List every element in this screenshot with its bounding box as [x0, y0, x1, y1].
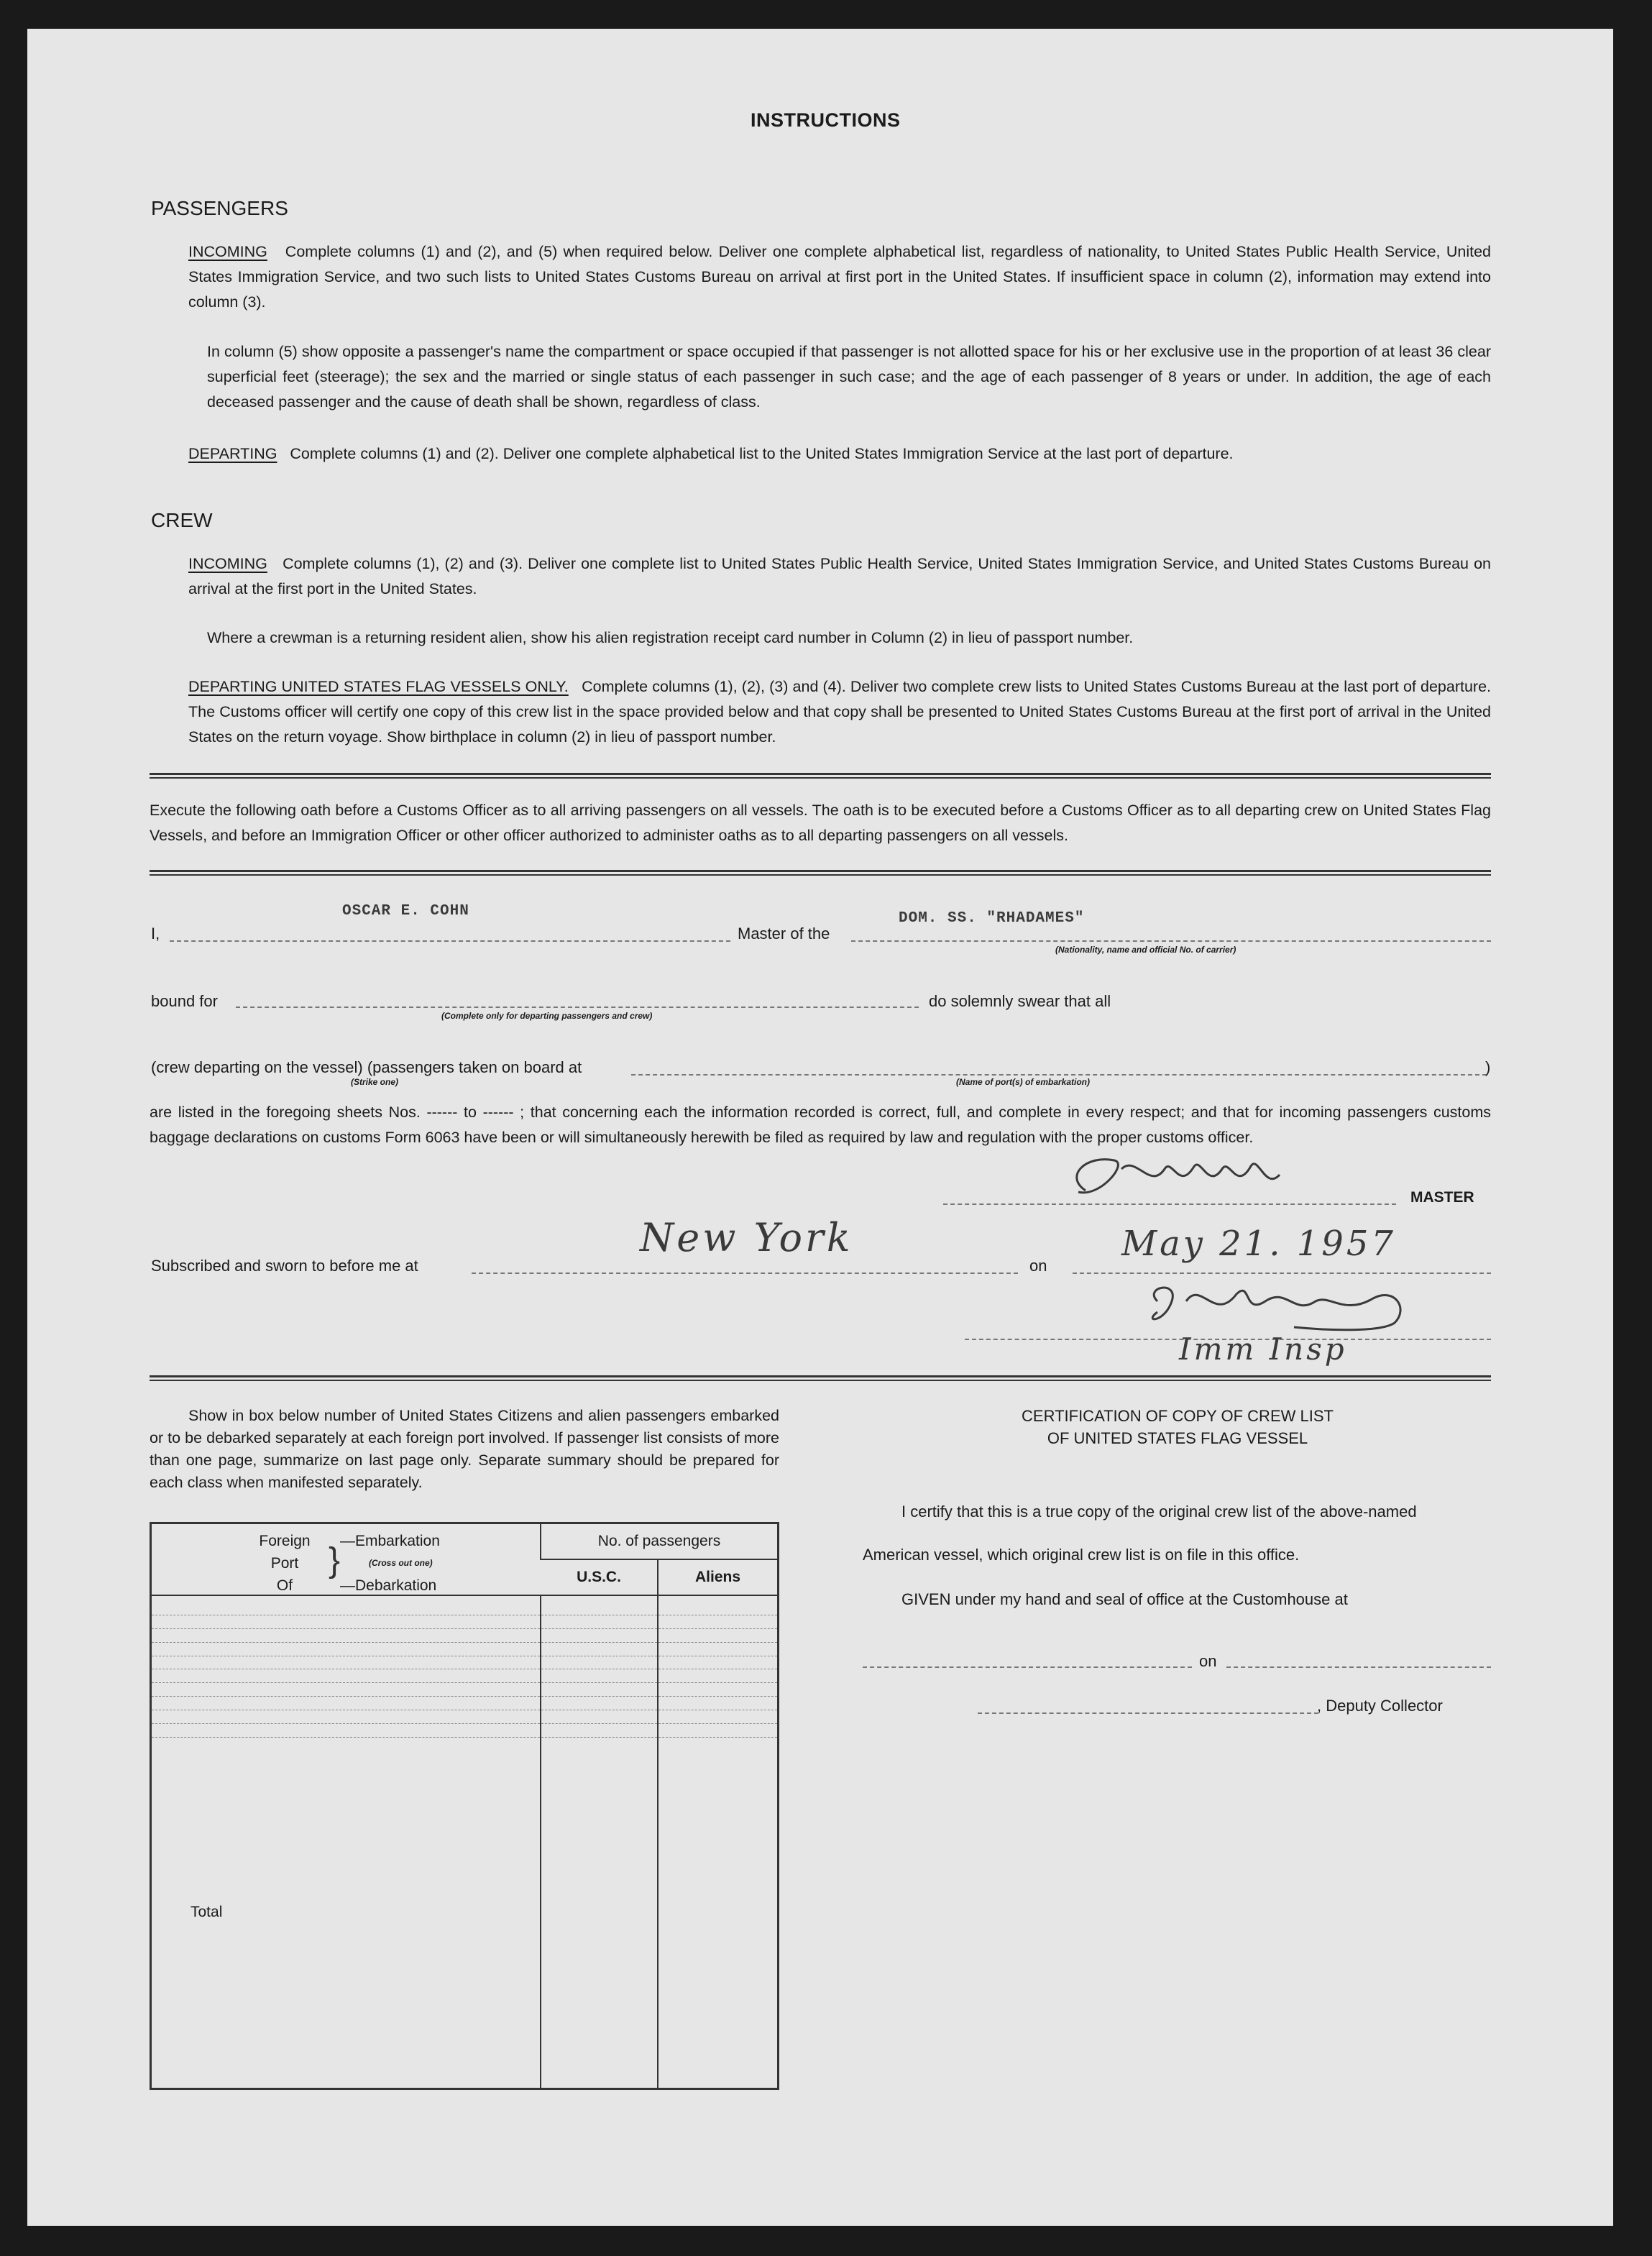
certification-date-line [1226, 1666, 1491, 1668]
debarkation-label: —Debarkation [340, 1577, 437, 1594]
table-row [151, 1683, 779, 1697]
certification-title-line2: OF UNITED STATES FLAG VESSEL [1047, 1429, 1308, 1447]
port-label: Port [270, 1555, 299, 1572]
certification-line3: GIVEN under my hand and seal of office at the Customhouse at [901, 1590, 1348, 1608]
page-title: INSTRUCTIONS [751, 109, 901, 131]
total-label: Total [151, 1737, 541, 2088]
master-of-label: Master of the [738, 925, 830, 943]
brace-glyph: } [329, 1541, 341, 1579]
oath-i-label: I, [151, 925, 160, 943]
embarkation-port-line [631, 1074, 1487, 1076]
master-label: MASTER [1410, 1189, 1474, 1206]
crew-resident-paragraph: Where a crewman is a returning resident alien, show his alien registration receipt card number in Column (2) in lieu of passport number. [207, 629, 1134, 646]
vessel-value: DOM. SS. "RHADAMES" [899, 910, 1085, 927]
table-row [151, 1629, 779, 1643]
divider [150, 773, 1491, 779]
aliens-header: Aliens [658, 1559, 779, 1595]
customhouse-line [863, 1666, 1192, 1668]
crew-incoming-text: Complete columns (1), (2) and (3). Deliver one complete list to United States Public Health Service, United States Immigration Service, and United States Customs Bureau on arrival at the first port in the United States. [188, 555, 1491, 597]
table-header-row [151, 1523, 779, 1559]
officer-signature [1136, 1273, 1438, 1337]
cross-out-caption: (Cross out one) [369, 1558, 433, 1568]
master-name-value: OSCAR E. COHN [342, 903, 469, 920]
crew-incoming-label: INCOMING [188, 555, 267, 572]
passengers-incoming-paragraph [188, 239, 1491, 315]
sworn-place-line [472, 1273, 1018, 1274]
deputy-collector-line [978, 1712, 1318, 1714]
summary-instructions: Show in box below number of United States Citizens and alien passengers embarked or to be debarked separately at each foreign port involved. If passenger list consists of more than one page, summarize on last page only. Separate summary should be prepared for each class when manifested separately. [150, 1407, 779, 1491]
passengers-incoming-text: Complete columns (1) and (2), and (5) when required below. Deliver one complete alphabetical list, regardless of nationality, to United States Public Health Service, United States Immigration Service, and two such lists to United States Customs Bureau on arrival at first port in the United States. If insufficient space in column (2), information may extend into column (3). [188, 243, 1491, 311]
vessel-caption: (Nationality, name and official No. of carrier) [1055, 945, 1236, 955]
certification-line1: I certify that this is a true copy of the original crew list of the above-named [901, 1503, 1417, 1521]
close-paren: ) [1485, 1058, 1491, 1076]
table-row [151, 1642, 779, 1656]
crew-departing-label: DEPARTING UNITED STATES FLAG VESSELS ONLY. [188, 678, 569, 695]
table-row [151, 1723, 779, 1737]
crew-heading: CREW [151, 509, 213, 531]
strike-caption: (Strike one) [351, 1077, 399, 1087]
certification-title [863, 1405, 1492, 1449]
table-row [151, 1697, 779, 1710]
certification-line2: American vessel, which original crew list is on file in this office. [863, 1546, 1300, 1564]
crew-departing-paragraph [188, 674, 1491, 750]
table-row [151, 1656, 779, 1669]
sworn-place-value: New York [640, 1215, 853, 1260]
passenger-summary-table [150, 1522, 779, 2090]
foreign-port-header [151, 1523, 541, 1595]
deputy-collector-label: , Deputy Collector [1317, 1697, 1443, 1715]
sworn-date-value: May 21. 1957 [1121, 1224, 1396, 1264]
embarkation-label: —Embarkation [340, 1533, 440, 1549]
no-passengers-header: No. of passengers [541, 1523, 779, 1559]
passengers-column5-paragraph: In column (5) show opposite a passenger's name the compartment or space occupied if that passenger is not allotted space for his or her exclusive use in the proportion of at least 36 clear superficial feet (steerage); the sex and the married or single status of each passenger in such case; and the age of each passenger of 8 years or under. In addition, the age of each deceased passenger and the cause of death shall be shown, regardless of class. [207, 343, 1491, 411]
certification-title-line1: CERTIFICATION OF COPY OF CREW LIST [1022, 1407, 1334, 1425]
passengers-departing-paragraph [188, 441, 1491, 467]
bound-for-label: bound for [151, 992, 218, 1010]
bound-for-line [236, 1007, 919, 1008]
table-row [151, 1710, 779, 1723]
of-label: Of [276, 1577, 293, 1594]
crew-passengers-label: (crew departing on the vessel) (passengers taken on board at [151, 1058, 582, 1076]
oath-instructions: Execute the following oath before a Customs Officer as to all arriving passengers on all vessels. The oath is to be executed before a Customs Officer as to all departing crew on United States Flag Vessels, and before an Immigration Officer or other officer authorized to administer oaths as to all departing passengers on all vessels. [150, 802, 1491, 844]
passengers-departing-text: Complete columns (1) and (2). Deliver one complete alphabetical list to the United States Immigration Service at the last port of departure. [290, 445, 1234, 462]
swear-label: do solemnly swear that all [929, 992, 1111, 1010]
divider [150, 870, 1491, 876]
master-name-line [170, 940, 730, 942]
usc-header: U.S.C. [577, 1568, 621, 1585]
passengers-departing-label: DEPARTING [188, 445, 277, 462]
officer-title-value: Imm Insp [1179, 1331, 1347, 1367]
sworn-on-label: on [1029, 1257, 1047, 1275]
sworn-label: Subscribed and sworn to before me at [151, 1257, 418, 1275]
passengers-heading: PASSENGERS [151, 197, 288, 219]
table-row [151, 1595, 779, 1615]
port-caption: (Name of port(s) of embarkation) [956, 1077, 1091, 1087]
foreign-label: Foreign [259, 1533, 311, 1549]
passengers-incoming-label: INCOMING [188, 243, 267, 260]
listed-statement: are listed in the foregoing sheets Nos. ------ to ------ ; that concerning each the information recorded is correct, full, and complete in every respect; and that for incoming passengers customs baggage declarations on customs Form 6063 have been or will simultaneously herewith be filed as required by law and regulation with the proper customs officer. [150, 1104, 1491, 1146]
table-row [151, 1669, 779, 1683]
certification-on-label: on [1199, 1652, 1217, 1670]
total-row [151, 1737, 779, 2088]
vessel-line [851, 940, 1491, 942]
divider [150, 1375, 1491, 1381]
crew-departing-text: Complete columns (1), (2), (3) and (4). Deliver two complete crew lists to United States Customs Bureau at the last port of departure. The Customs officer will certify one copy of this crew list in the space provided below and that copy shall be presented to United States Customs Bureau at the first port of arrival in the United States on the return voyage. Show birthplace in column (2) in lieu of passport number. [188, 678, 1492, 746]
crew-incoming-paragraph [188, 551, 1491, 602]
table-row [151, 1615, 779, 1629]
bound-for-caption: (Complete only for departing passengers and crew) [441, 1011, 653, 1021]
master-signature [1057, 1147, 1301, 1212]
